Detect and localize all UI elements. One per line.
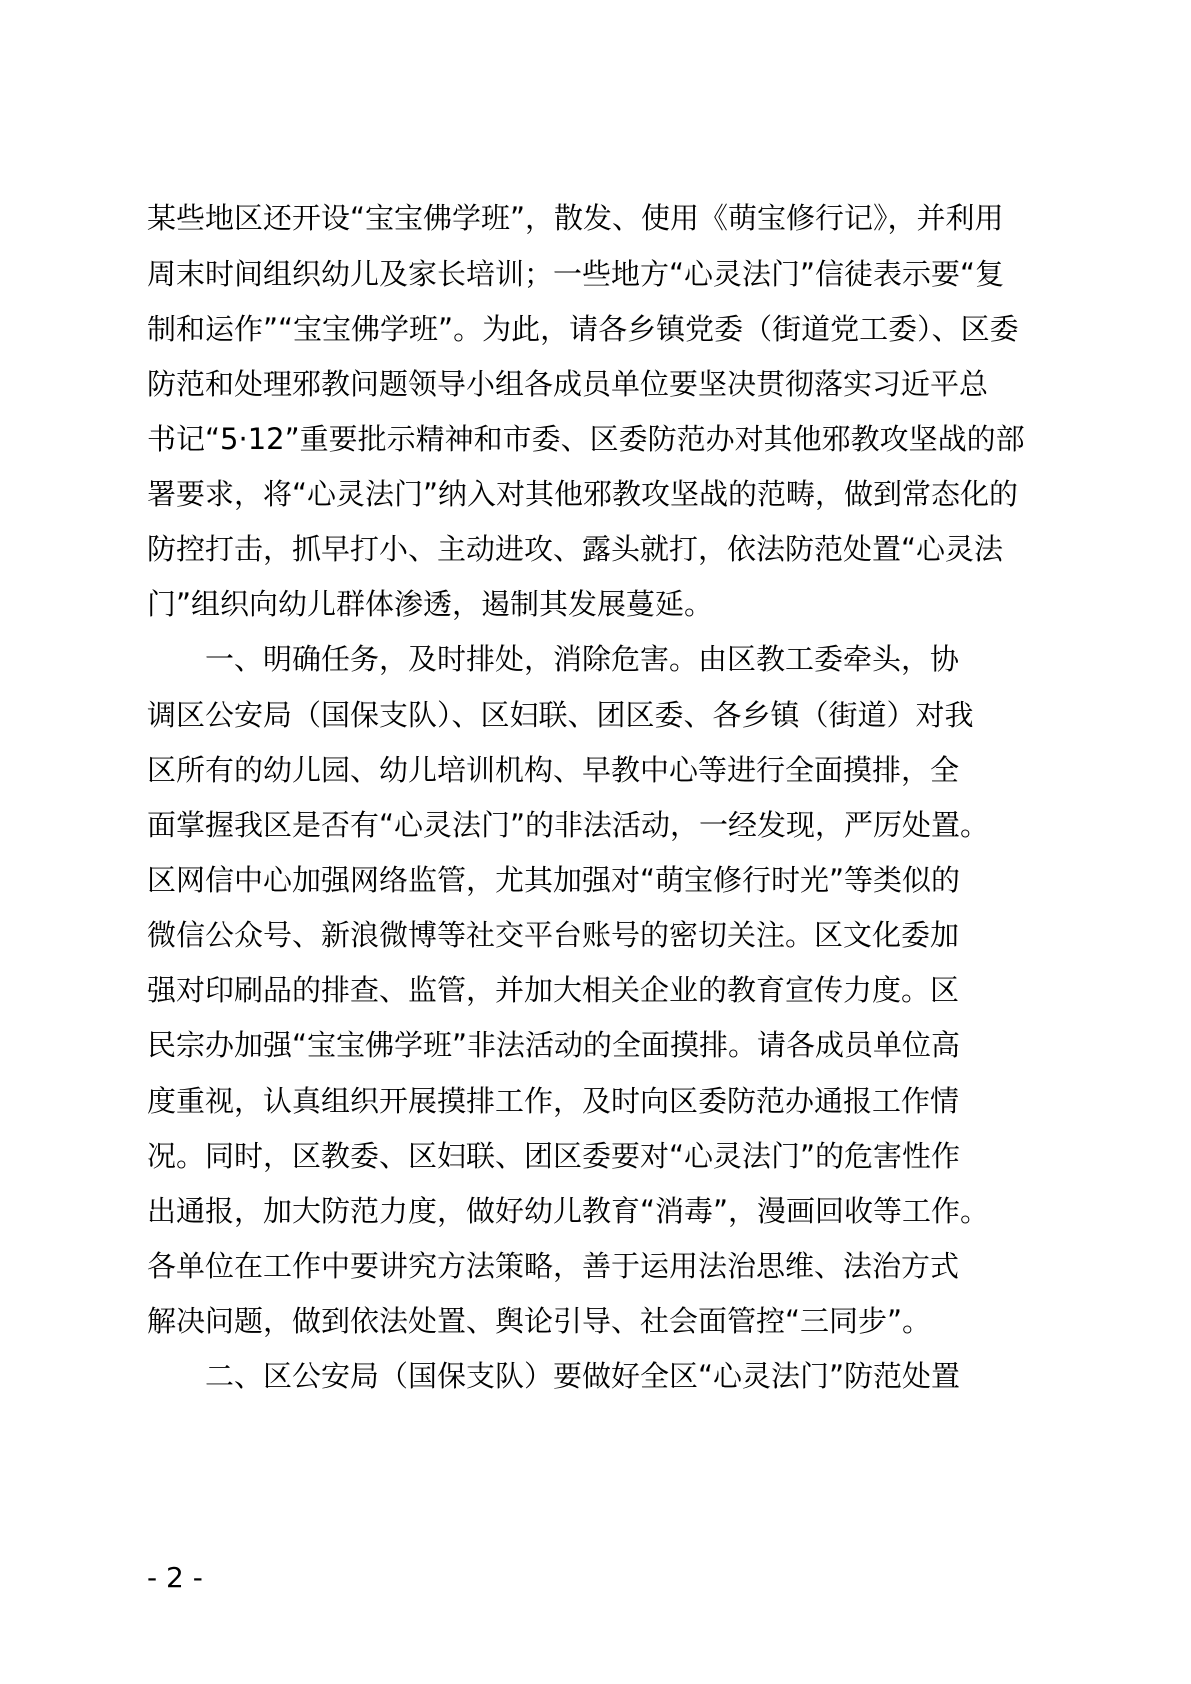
body-text-line: 制和运作”“宝宝佛学班”。为此，请各乡镇党委（街道党工委）、区委	[147, 312, 1019, 346]
body-text-line: 解决问题，做到依法处置、舆论引导、社会面管控“三同步”。	[147, 1304, 932, 1338]
body-text-line: 况。同时，区教委、区妇联、团区委要对“心灵法门”的危害性作	[147, 1139, 961, 1173]
section-heading-line: 一、明确任务，及时排处，消除危害。由区教工委牵头，协	[205, 642, 960, 676]
body-text-line: 度重视，认真组织开展摸排工作，及时向区委防范办通报工作情	[147, 1084, 960, 1118]
body-text-line: 周末时间组织幼儿及家长培训；一些地方“心灵法门”信徒表示要“复	[147, 257, 1005, 291]
body-text-line: 微信公众号、新浪微博等社交平台账号的密切关注。区文化委加	[147, 918, 960, 952]
body-text-line: 面掌握我区是否有“心灵法门”的非法活动，一经发现，严厉处置。	[147, 808, 990, 842]
body-text-line: 强对印刷品的排查、监管，并加大相关企业的教育宣传力度。区	[147, 973, 960, 1007]
body-text-line: 调区公安局（国保支队）、区妇联、团区委、各乡镇（街道）对我	[147, 698, 974, 732]
body-text-line: 区网信中心加强网络监管，尤其加强对“萌宝修行时光”等类似的	[147, 863, 961, 897]
body-text-line: 区所有的幼儿园、幼儿培训机构、早教中心等进行全面摸排，全	[147, 753, 960, 787]
body-text-line: 防控打击，抓早打小、主动进攻、露头就打，依法防范处置“心灵法	[147, 532, 1004, 566]
body-text-line: 门”组织向幼儿群体渗透，遏制其发展蔓延。	[147, 587, 714, 621]
body-text-line: 各单位在工作中要讲究方法策略，善于运用法治思维、法治方式	[147, 1249, 960, 1283]
body-text-line: 出通报，加大防范力度，做好幼儿教育“消毒”，漫画回收等工作。	[147, 1194, 990, 1228]
page-number: - 2 -	[147, 1561, 203, 1594]
body-text-line: 书记“5·12”重要批示精神和市委、区委防范办对其他邪教攻坚战的部	[147, 422, 1025, 456]
body-text-line: 某些地区还开设“宝宝佛学班”，散发、使用《萌宝修行记》，并利用	[147, 201, 1004, 235]
body-text-line: 民宗办加强“宝宝佛学班”非法活动的全面摸排。请各成员单位高	[147, 1028, 961, 1062]
body-text-line: 署要求，将“心灵法门”纳入对其他邪教攻坚战的范畴，做到常态化的	[147, 477, 1019, 511]
body-text-line: 防范和处理邪教问题领导小组各成员单位要坚决贯彻落实习近平总	[147, 367, 989, 401]
section-heading-line: 二、区公安局（国保支队）要做好全区“心灵法门”防范处置	[205, 1359, 961, 1393]
